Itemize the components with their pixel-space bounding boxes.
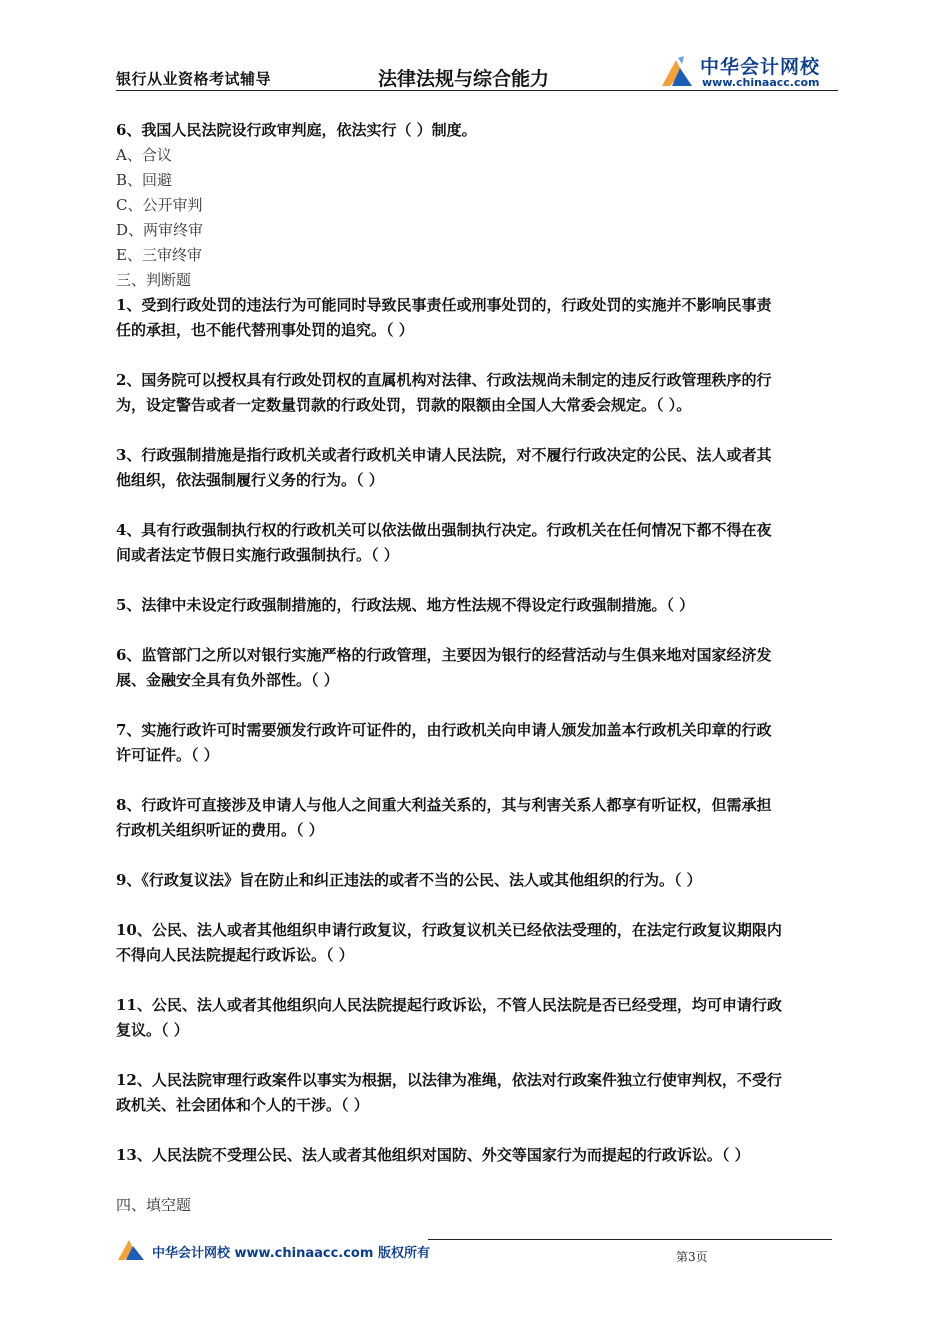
footer-copyright[interactable]: 中华会计网校 www.chinaacc.com 版权所有 bbox=[152, 1246, 430, 1261]
footer-divider bbox=[428, 1239, 832, 1240]
judgment-9: 9、《行政复议法》旨在防止和纠正违法的或者不当的公民、法人或其他组织的行为。（ ） bbox=[116, 871, 702, 889]
option-c: C、公开审判 bbox=[116, 196, 203, 214]
header-divider bbox=[116, 90, 838, 91]
option-b: B、回避 bbox=[116, 171, 173, 189]
judgment-5: 5、法律中未设定行政强制措施的，行政法规、地方性法规不得设定行政强制措施。（ ） bbox=[116, 596, 695, 614]
judgment-2: 2、国务院可以授权具有行政处罚权的直属机构对法律、行政法规尚未制定的违反行政管理秩序的行 为，设定警告或者一定数量罚款的行政处罚，罚款的限额由全国人大常委会规定。（ ）。 bbox=[116, 371, 772, 414]
logo-name: 中华会计网校 bbox=[700, 56, 821, 78]
brand-logo[interactable] bbox=[658, 50, 838, 92]
section-fill-heading: 四、填空题 bbox=[116, 1196, 192, 1214]
judgment-3: 3、行政强制措施是指行政机关或者行政机关申请人民法院，对不履行行政决定的公民、法人或者其 他组织，依法强制履行义务的行为。（ ） bbox=[116, 446, 772, 489]
document-body bbox=[116, 118, 838, 1218]
question-6: 6、我国人民法院设行政审判庭，依法实行（ ）制度。 bbox=[116, 121, 477, 139]
footer-logo-icon bbox=[116, 1236, 146, 1262]
page-header bbox=[116, 50, 838, 92]
option-a: A、合议 bbox=[116, 146, 172, 164]
judgment-11: 11、公民、法人或者其他组织向人民法院提起行政诉讼，不管人民法院是否已经受理，均可申请行政 复议。（ ） bbox=[116, 996, 782, 1039]
option-e: E、三审终审 bbox=[116, 246, 202, 264]
judgment-8: 8、行政许可直接涉及申请人与他人之间重大利益关系的，其与利害关系人都享有听证权，但需承担 行政机关组织听证的费用。（ ） bbox=[116, 796, 772, 839]
judgment-13: 13、人民法院不受理公民、法人或者其他组织对国防、外交等国家行为而提起的行政诉讼。（ ） bbox=[116, 1146, 750, 1164]
judgment-4: 4、具有行政强制执行权的行政机关可以依法做出强制执行决定。行政机关在任何情况下都不得在夜 间或者法定节假日实施行政强制执行。（ ） bbox=[116, 521, 772, 564]
judgment-7: 7、实施行政许可时需要颁发行政许可证件的，由行政机关向申请人颁发加盖本行政机关印章的行政 许可证件。（ ） bbox=[116, 721, 772, 764]
judgment-12: 12、人民法院审理行政案件以事实为根据，以法律为准绳，依法对行政案件独立行使审判权，不受行 政机关、社会团体和个人的干涉。（ ） bbox=[116, 1071, 782, 1114]
logo-triangle-icon bbox=[658, 54, 696, 88]
judgment-1: 1、受到行政处罚的违法行为可能同时导致民事责任或刑事处罚的，行政处罚的实施并不影响民事责 任的承担，也不能代替刑事处罚的追究。（ ） bbox=[116, 296, 772, 339]
option-d: D、两审终审 bbox=[116, 221, 204, 239]
header-course: 银行从业资格考试辅导 bbox=[116, 70, 272, 88]
judgment-10: 10、公民、法人或者其他组织申请行政复议，行政复议机关已经依法受理的，在法定行政复议期限内 不得向人民法院提起行政诉讼。（ ） bbox=[116, 921, 782, 964]
page-number: 第3页 bbox=[676, 1250, 708, 1264]
logo-url: www.chinaacc.com bbox=[702, 76, 820, 89]
header-subject: 法律法规与综合能力 bbox=[378, 68, 550, 90]
page-footer bbox=[116, 1234, 838, 1274]
judgment-6: 6、监管部门之所以对银行实施严格的行政管理，主要因为银行的经营活动与生俱来地对国家经济发 展、金融安全具有负外部性。（ ） bbox=[116, 646, 772, 689]
section-judgment-heading: 三、判断题 bbox=[116, 271, 192, 289]
